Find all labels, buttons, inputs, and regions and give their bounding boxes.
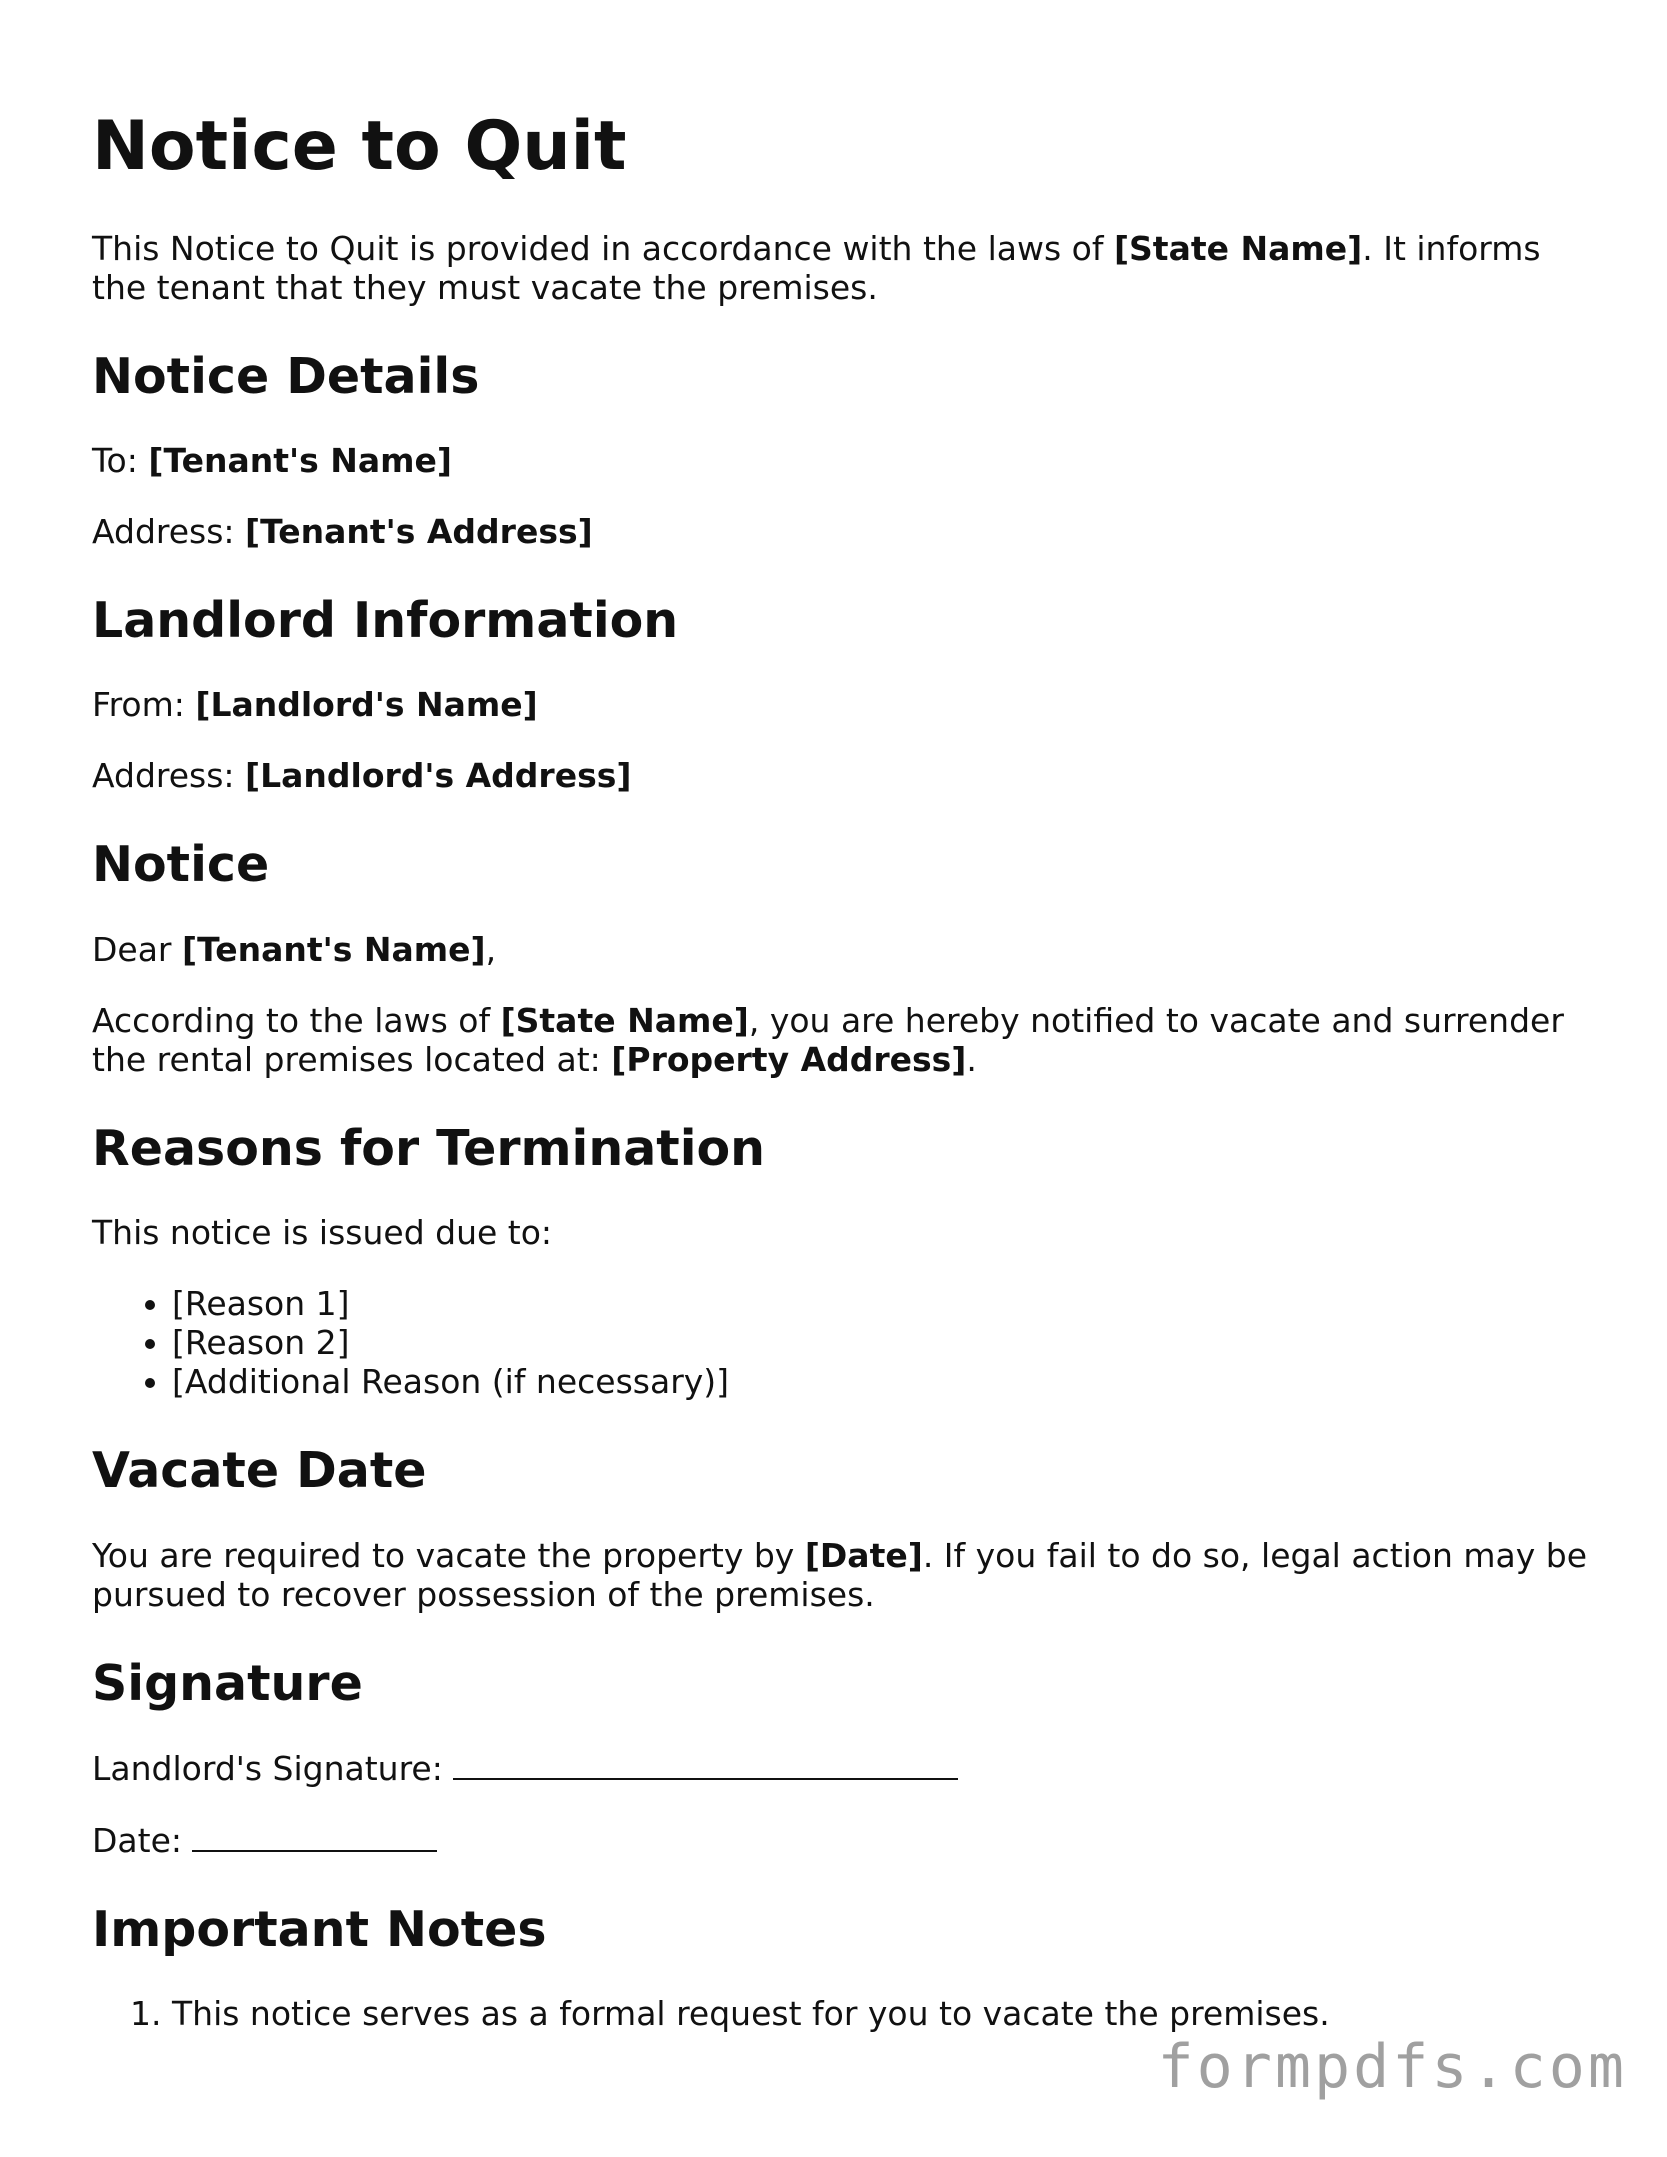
vacate-paragraph (92, 1536, 1592, 1614)
date-label: Date: (92, 1820, 193, 1860)
notice-body (92, 1001, 1592, 1079)
dear-label: Dear (92, 929, 182, 969)
vacate-date-heading: Vacate Date (92, 1442, 427, 1500)
signature-blank[interactable] (453, 1748, 958, 1780)
signature-line (92, 1748, 1592, 1788)
page-title: Notice to Quit (92, 107, 627, 186)
landlord-info-heading: Landlord Information (92, 592, 679, 650)
address-label: Address: (92, 756, 246, 796)
tenant-address-line (92, 512, 1592, 551)
list-item: • [Reason 2] (172, 1323, 1592, 1362)
notes-list (92, 1994, 1592, 2033)
state-name-placeholder: [State Name] (500, 1000, 749, 1040)
list-item: • [Reason 1] (172, 1284, 1592, 1323)
vacate-text: You are required to vacate the property by (92, 1535, 805, 1575)
from-label: From: (92, 685, 196, 725)
date-blank[interactable] (192, 1820, 437, 1852)
state-name-placeholder: [State Name] (1113, 228, 1363, 268)
salutation (92, 930, 1592, 969)
tenant-address-placeholder: [Tenant's Address] (245, 512, 593, 552)
reasons-list (92, 1284, 1592, 1401)
vacate-text-end: . If you fail to do so, legal action may be pursued to recover possession of the premises. (92, 1535, 1588, 1614)
date-line (92, 1820, 1592, 1860)
from-line (92, 685, 1592, 724)
important-notes-heading: Important Notes (92, 1900, 547, 1958)
reasons-heading: Reasons for Termination (92, 1119, 766, 1177)
signature-heading: Signature (92, 1654, 363, 1712)
reasons-intro: This notice is issued due to: (92, 1213, 553, 1253)
intro-paragraph (92, 229, 1592, 307)
date-placeholder: [Date] (804, 1535, 923, 1575)
list-item: 1. This notice serves as a formal request for you to vacate the premises. (172, 1994, 1592, 2033)
notice-text: , you are hereby notified to vacate and surrender the rental premises located at: (92, 1000, 1564, 1079)
notice-details-heading: Notice Details (92, 347, 480, 405)
property-address-placeholder: [Property Address] (611, 1039, 967, 1079)
landlord-address-line (92, 756, 1592, 795)
notice-heading: Notice (92, 836, 270, 894)
intro-text-end: . It informs the tenant that they must vacate the premises. (92, 228, 1541, 307)
to-line (92, 441, 1592, 480)
signature-label: Landlord's Signature: (92, 1748, 454, 1788)
watermark: formpdfs.com (1157, 2032, 1627, 2102)
intro-text: This Notice to Quit is provided in accordance with the laws of (92, 228, 1114, 268)
document-page (92, 107, 1592, 2075)
tenant-name-placeholder: [Tenant's Name] (182, 929, 486, 969)
tenant-name-placeholder: [Tenant's Name] (148, 441, 452, 481)
comma: , (485, 929, 497, 969)
notice-text: According to the laws of (92, 1000, 501, 1040)
list-item: • [Additional Reason (if necessary)] (172, 1362, 1592, 1401)
landlord-address-placeholder: [Landlord's Address] (245, 756, 632, 796)
notice-text-end: . (966, 1039, 977, 1079)
to-label: To: (92, 441, 149, 481)
address-label: Address: (92, 512, 246, 552)
landlord-name-placeholder: [Landlord's Name] (195, 685, 538, 725)
